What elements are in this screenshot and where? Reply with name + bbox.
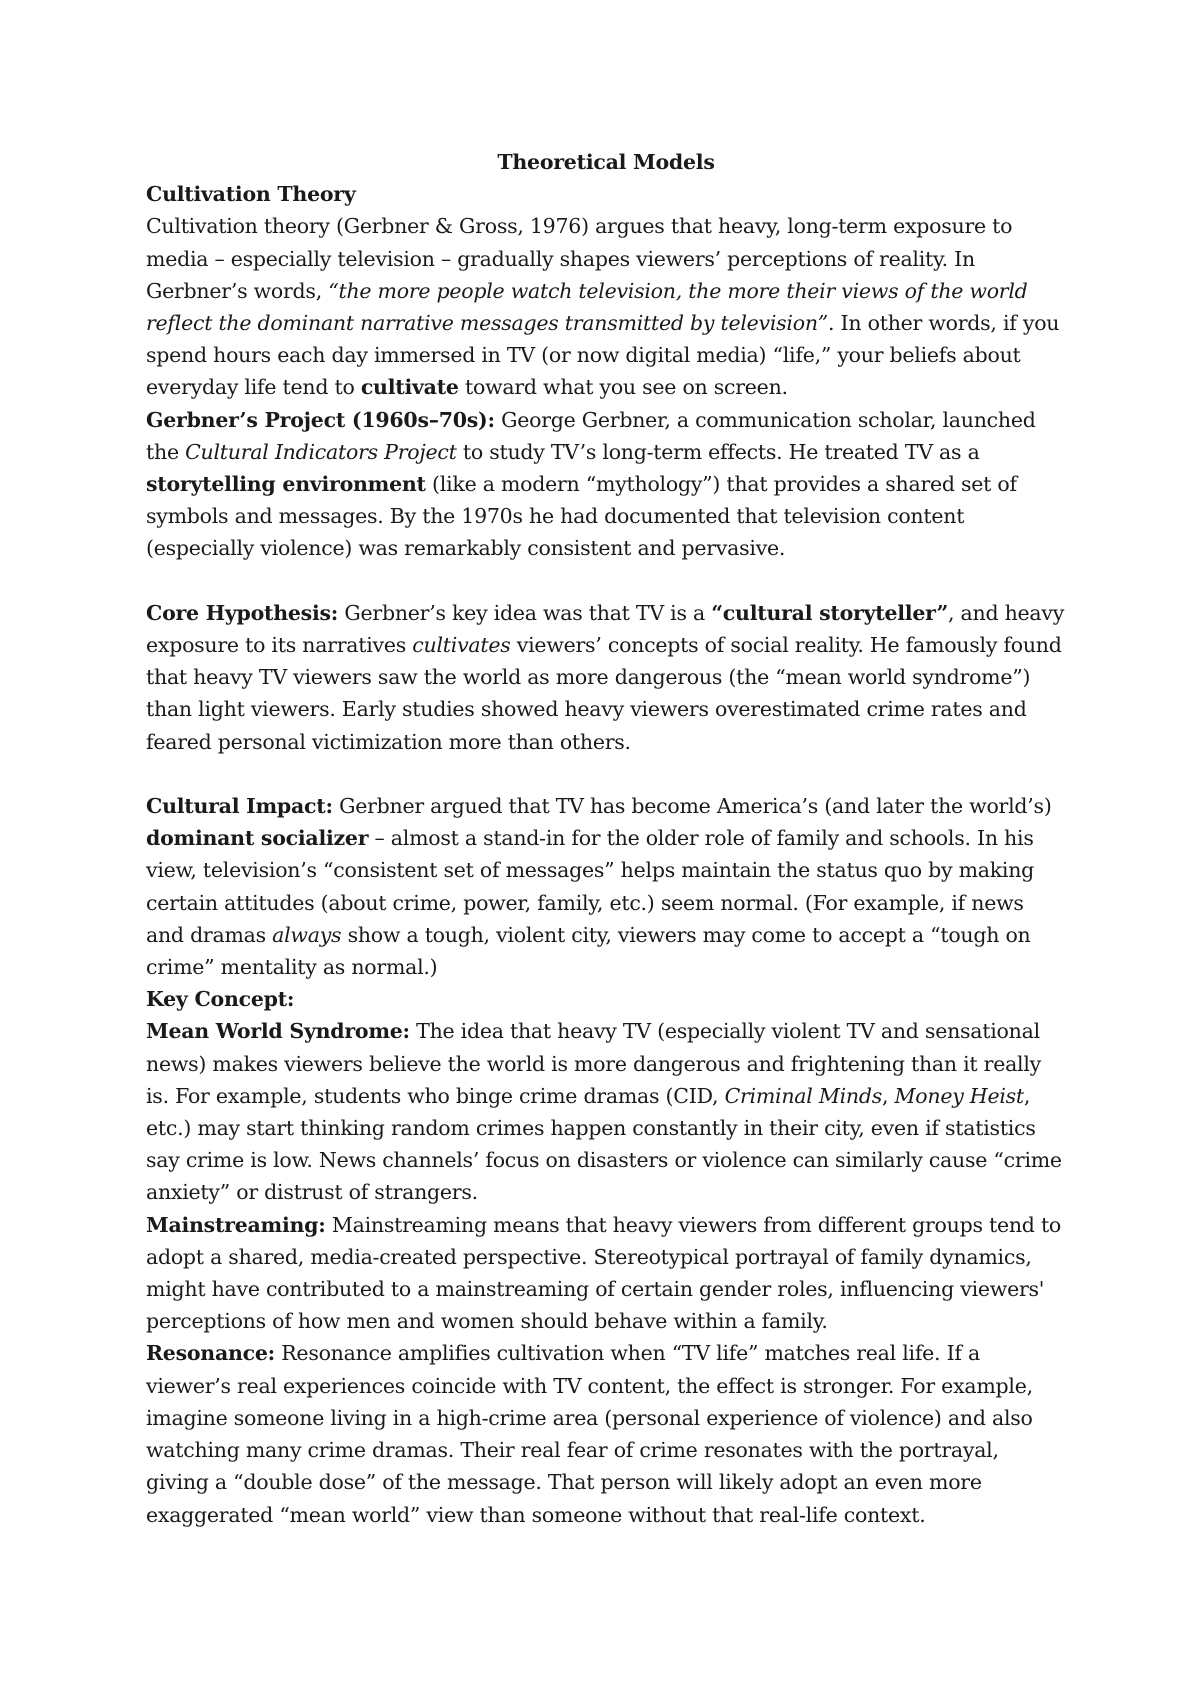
text-run: toward what you see on screen.	[458, 375, 788, 400]
section-heading-cultivation-theory: Cultivation Theory	[146, 182, 356, 207]
text-run: ,	[882, 1083, 895, 1108]
blank-line	[146, 758, 1066, 790]
page-title: Theoretical Models	[497, 150, 715, 174]
text-run: , etc.) may start thinking random crimes happen constantly in their city, even if statistics say crime is low. News channels’ focus on disasters or violence can similarly cause “crime anxiety” or distrust of strangers.	[146, 1083, 1062, 1205]
text-run: show a tough, violent city, viewers may come to accept a “tough on crime” mentality as normal.)	[146, 922, 1031, 980]
text-run: Gerbner’s key idea was that TV is a	[338, 600, 712, 625]
label-mean-world-syndrome: Mean World Syndrome:	[146, 1019, 410, 1044]
show-money-heist: Money Heist	[894, 1083, 1024, 1108]
label-gerbners-project: Gerbner’s Project (1960s–70s):	[146, 407, 495, 432]
text-run: Mainstreaming means that heavy viewers from different groups tend to adopt a shared, media-created perspective. Stereotypical portrayal of family dynamics, might have contributed to a mainstreaming of certain gender roles, influencing viewers' perceptions of how men and women should behave within a family.	[146, 1212, 1062, 1334]
heading-key-concept: Key Concept:	[146, 987, 295, 1012]
term-cultivates: cultivates	[412, 633, 511, 658]
label-resonance: Resonance:	[146, 1341, 275, 1366]
text-run: – almost a stand-in for the older role of family and schools. In his view, television’s “consistent set of messages” helps maintain the status quo by making certain attitudes (about crime, power, family, etc.) seem normal. (For example, if news and dramas	[146, 826, 1035, 947]
text-run: to study TV’s long-term effects. He treated TV as a	[456, 439, 980, 464]
project-name: Cultural Indicators Project	[185, 439, 457, 464]
text-run: George Gerbner, a communication scholar, launched the	[146, 407, 1036, 464]
paragraph-cultural-impact	[146, 790, 1066, 983]
paragraph-gerbners-project	[146, 404, 1066, 565]
label-cultural-impact: Cultural Impact:	[146, 794, 333, 819]
term-cultural-storyteller: “cultural storyteller”	[711, 600, 948, 625]
text-run: (like a modern “mythology”) that provides a shared set of symbols and messages. By the 1970s he had documented that television content (especially violence) was remarkably consistent and pervasive.	[146, 472, 1017, 561]
blank-line	[146, 565, 1066, 597]
paragraph-mainstreaming	[146, 1209, 1066, 1338]
paragraph-core-hypothesis	[146, 597, 1066, 758]
paragraph-cultivation-theory	[146, 210, 1066, 403]
text-run: , and heavy exposure to its narratives	[146, 600, 1065, 658]
document-body	[146, 146, 1066, 1531]
show-criminal-minds: Criminal Minds	[724, 1083, 882, 1108]
text-run: . In other words, if you spend hours each day immersed in TV (or now digital media) “life,” your beliefs about everyday life tend to	[146, 311, 1060, 400]
label-core-hypothesis: Core Hypothesis:	[146, 600, 339, 625]
paragraph-mean-world-syndrome	[146, 1015, 1066, 1208]
text-run: Resonance amplifies cultivation when “TV life” matches real life. If a viewer’s real experiences coincide with TV content, the effect is stronger. For example, imagine someone living in a high-crime area (personal experience of violence) and also watching many crime dramas. Their real fear of crime resonates with the portrayal, giving a “double dose” of the message. That person will likely adopt an even more exaggerated “mean world” view than someone without that real-life context.	[146, 1341, 1033, 1527]
term-always: always	[272, 922, 342, 947]
term-cultivate: cultivate	[360, 375, 459, 400]
text-run: Gerbner argued that TV has become America’s (and later the world’s)	[332, 794, 1052, 819]
label-mainstreaming: Mainstreaming:	[146, 1212, 326, 1237]
gerbner-quote: “the more people watch television, the more their views of the world reflect the dominant narrative messages transmitted by television”	[146, 278, 1028, 336]
text-run: viewers’ concepts of social reality. He famously found that heavy TV viewers saw the world as more dangerous (the “mean world syndrome”) than light viewers. Early studies showed heavy viewers overestimated crime rates and feared personal victimization more than others.	[146, 633, 1062, 754]
term-dominant-socializer: dominant socializer	[146, 826, 369, 851]
paragraph-resonance	[146, 1337, 1066, 1530]
text-run: Cultivation theory (Gerbner & Gross, 1976) argues that heavy, long-term exposure to media – especially television – gradually shapes viewers’ perceptions of reality. In Gerbner’s words,	[146, 214, 1013, 303]
text-run: The idea that heavy TV (especially violent TV and sensational news) makes viewers believe the world is more dangerous and frightening than it really is. For example, students who binge crime dramas (CID,	[146, 1019, 1042, 1108]
term-storytelling-environment: storytelling environment	[146, 472, 426, 497]
